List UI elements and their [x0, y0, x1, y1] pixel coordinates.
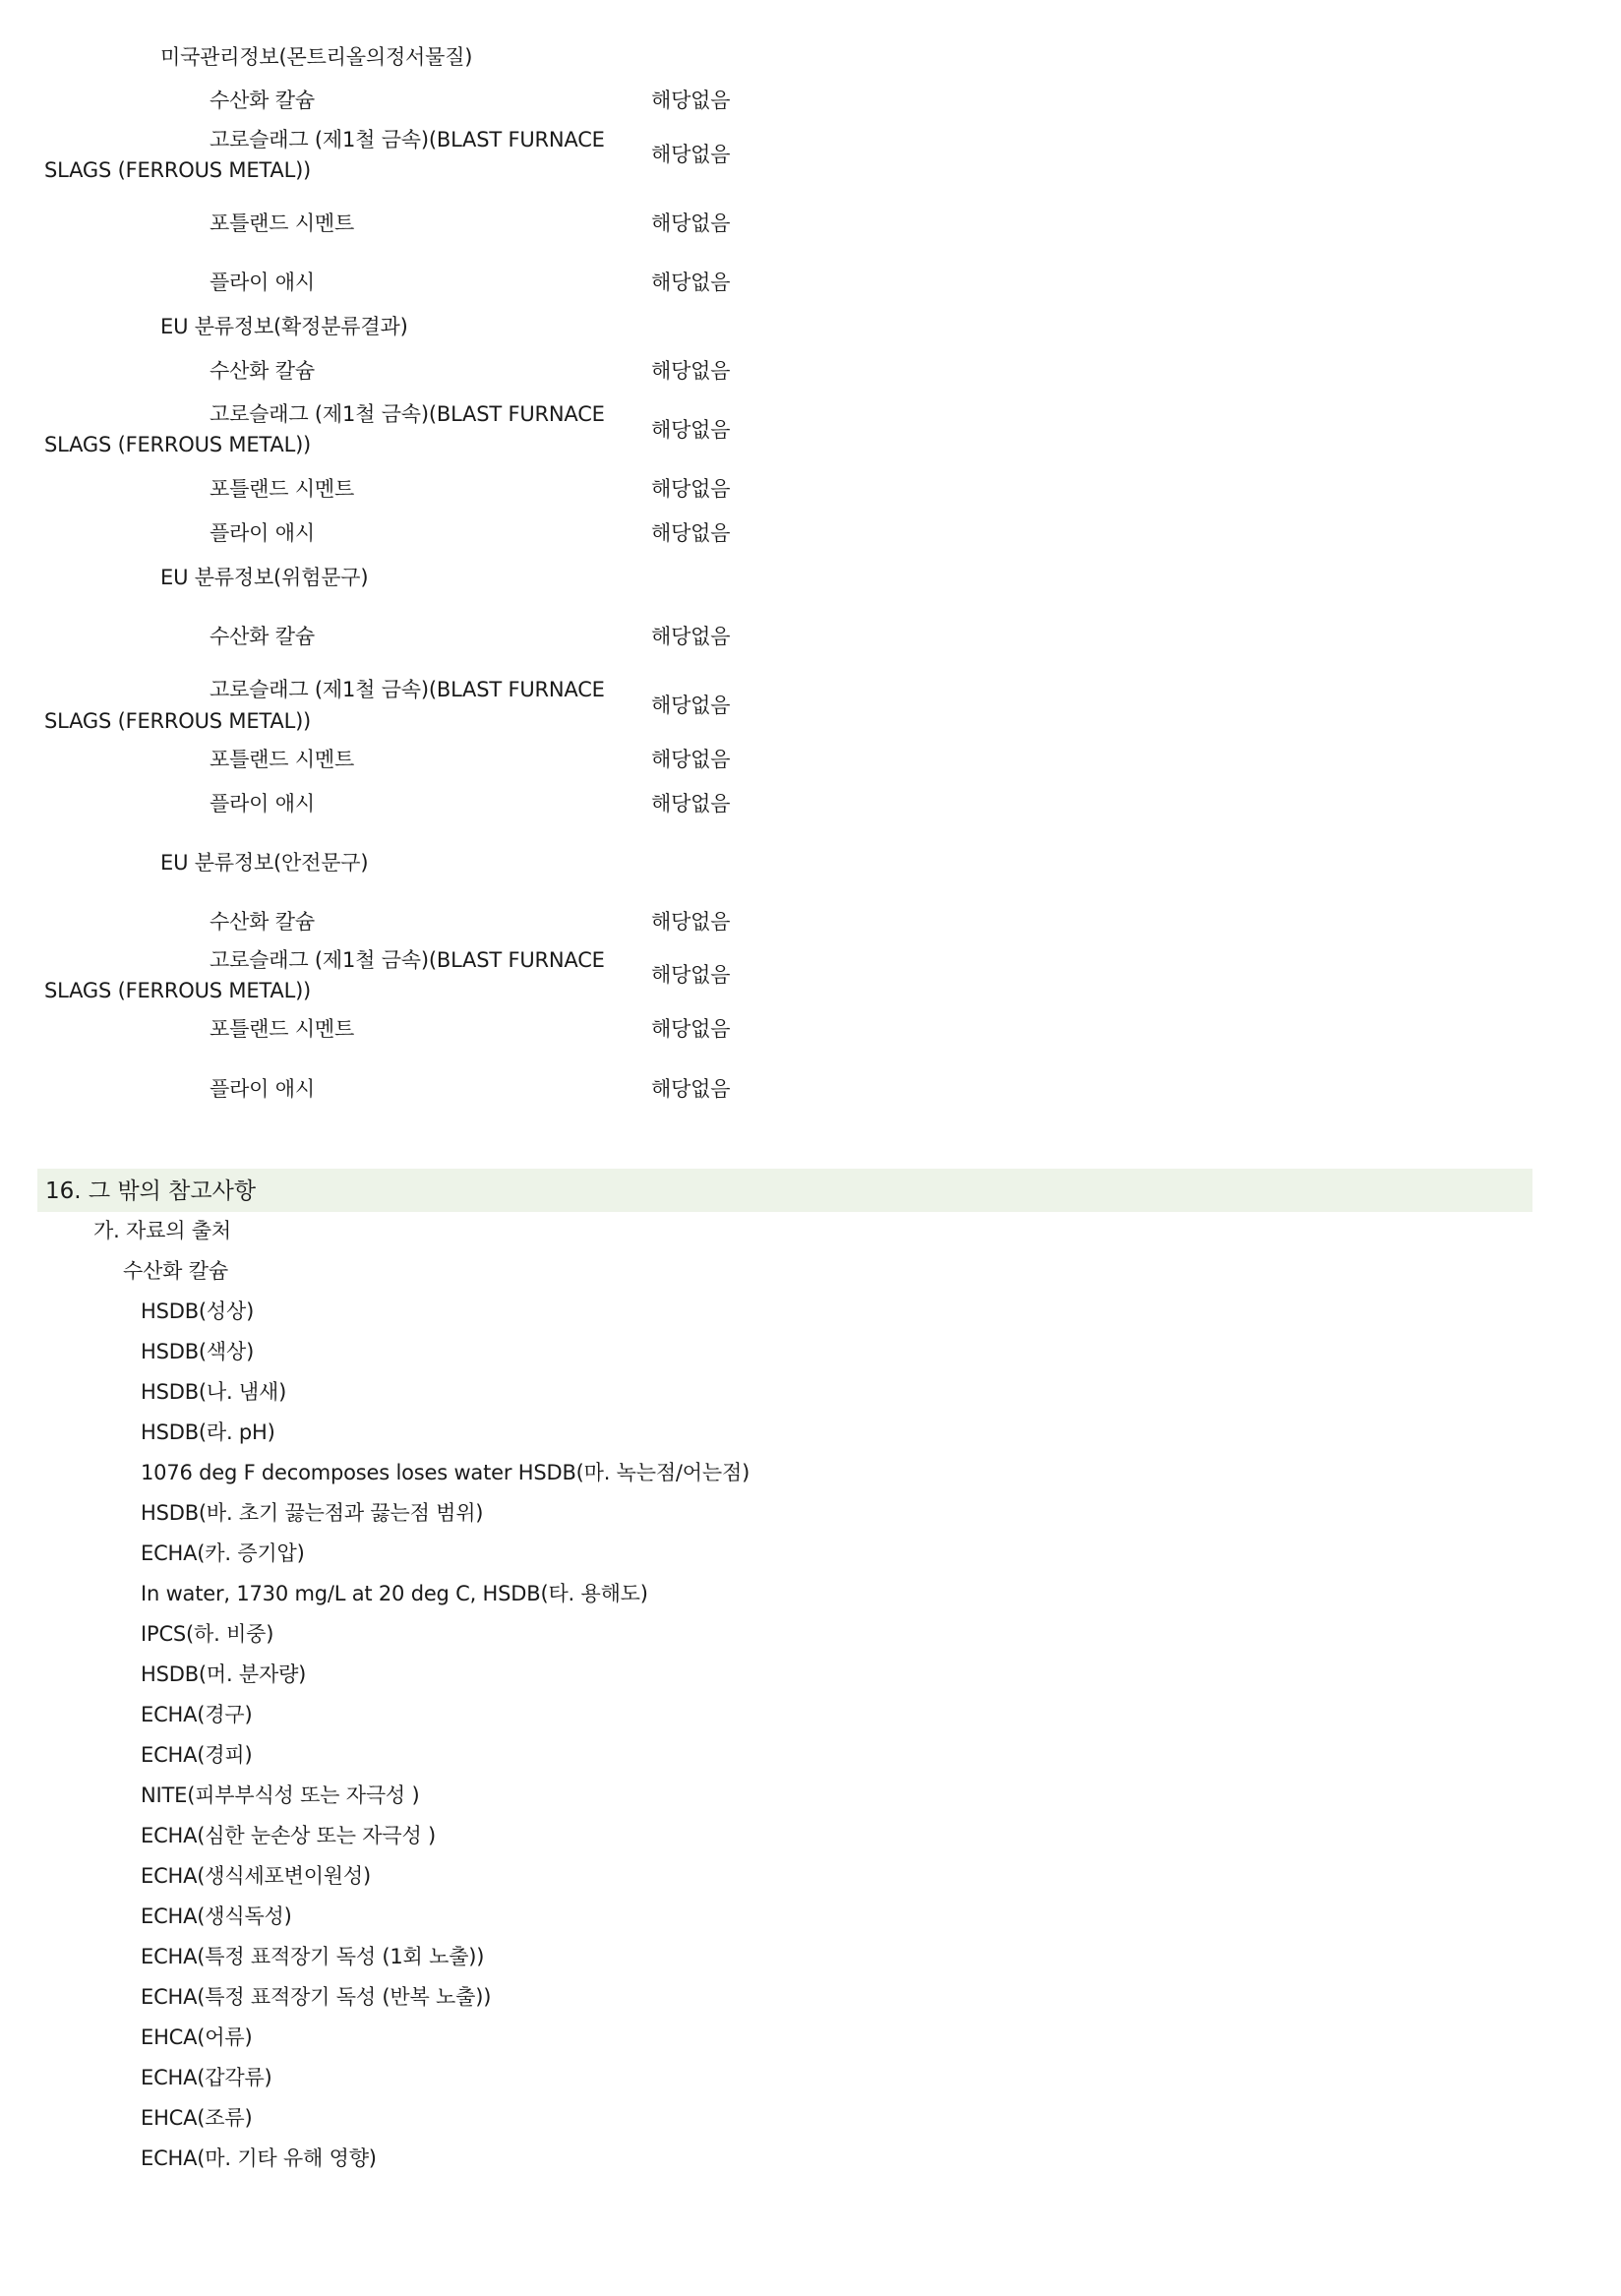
eu-risk-phrases-heading: EU 분류정보(위험문구) — [160, 566, 369, 589]
eu-risk-phrases-row-value: 해당없음 — [651, 792, 731, 816]
source-item: HSDB(색상) — [141, 1340, 255, 1363]
source-item: EHCA(조류) — [141, 2106, 253, 2130]
source-item: NITE(피부부식성 또는 자극성 ) — [141, 1783, 420, 1807]
source-item: ECHA(카. 증기압) — [141, 1541, 305, 1565]
source-item: EHCA(어류) — [141, 2025, 253, 2049]
source-item: HSDB(성상) — [141, 1299, 255, 1323]
source-item: ECHA(생식독성) — [141, 1904, 292, 1928]
eu-risk-phrases-row-name-line1: 고로슬래그 (제1철 금속)(BLAST FURNACE — [210, 678, 605, 701]
subsection-title: 가. 자료의 출처 — [93, 1219, 231, 1242]
eu-safety-phrases-row-name: 플라이 애시 — [210, 1077, 315, 1101]
eu-safety-phrases-row-value: 해당없음 — [651, 1017, 731, 1041]
source-item: HSDB(머. 분자량) — [141, 1662, 307, 1686]
eu-safety-phrases-row-name-line1: 고로슬래그 (제1철 금속)(BLAST FURNACE — [210, 948, 605, 972]
source-item: In water, 1730 mg/L at 20 deg C, HSDB(타. 용해도) — [141, 1582, 648, 1605]
substance-name: 수산화 칼슘 — [123, 1259, 228, 1283]
eu-classification-heading: EU 분류정보(확정분류결과) — [160, 315, 408, 338]
eu-risk-phrases-row-name: 플라이 애시 — [210, 792, 315, 816]
eu-safety-phrases-row-value: 해당없음 — [651, 1077, 731, 1101]
source-item: HSDB(라. pH) — [141, 1420, 275, 1444]
eu-safety-phrases-row-name-line2: SLAGS (FERROUS METAL)) — [44, 979, 312, 1002]
us-montreal-row-name-line1: 고로슬래그 (제1철 금속)(BLAST FURNACE — [210, 128, 605, 151]
eu-classification-row-name: 포틀랜드 시멘트 — [210, 477, 355, 501]
us-montreal-heading: 미국관리정보(몬트리올의정서물질) — [160, 45, 473, 69]
us-montreal-row-value: 해당없음 — [651, 211, 731, 235]
source-item: ECHA(경구) — [141, 1703, 253, 1726]
source-item: IPCS(하. 비중) — [141, 1622, 274, 1646]
eu-safety-phrases-row-value: 해당없음 — [651, 963, 731, 987]
section-16-title: 16. 그 밖의 참고사항 — [45, 1178, 257, 1204]
eu-safety-phrases-row-value: 해당없음 — [651, 910, 731, 934]
source-item: ECHA(갑각류) — [141, 2066, 272, 2089]
source-item: HSDB(나. 냄새) — [141, 1380, 287, 1404]
section-16-header-bar — [37, 1169, 1532, 1212]
eu-risk-phrases-row-value: 해당없음 — [651, 625, 731, 648]
eu-classification-row-name: 플라이 애시 — [210, 521, 315, 545]
eu-classification-row-value: 해당없음 — [651, 477, 731, 501]
eu-classification-row-name-line2: SLAGS (FERROUS METAL)) — [44, 433, 312, 456]
eu-classification-row-value: 해당없음 — [651, 521, 731, 545]
source-item: 1076 deg F decomposes loses water HSDB(마. 녹는점/어는점) — [141, 1461, 750, 1484]
eu-safety-phrases-heading: EU 분류정보(안전문구) — [160, 851, 369, 875]
eu-classification-row-value: 해당없음 — [651, 359, 731, 383]
us-montreal-row-name: 플라이 애시 — [210, 271, 315, 294]
source-item: ECHA(경피) — [141, 1743, 253, 1767]
eu-risk-phrases-row-name: 포틀랜드 시멘트 — [210, 748, 355, 771]
us-montreal-row-value: 해당없음 — [651, 143, 731, 166]
source-item: HSDB(바. 초기 끓는점과 끓는점 범위) — [141, 1501, 484, 1525]
source-item: ECHA(마. 기타 유해 영향) — [141, 2146, 377, 2170]
source-item: ECHA(심한 눈손상 또는 자극성 ) — [141, 1824, 437, 1847]
source-item: ECHA(특정 표적장기 독성 (반복 노출)) — [141, 1985, 492, 2009]
eu-classification-row-name-line1: 고로슬래그 (제1철 금속)(BLAST FURNACE — [210, 402, 605, 426]
us-montreal-row-name-line2: SLAGS (FERROUS METAL)) — [44, 158, 312, 182]
eu-safety-phrases-row-name: 수산화 칼슘 — [210, 910, 315, 934]
eu-classification-row-name: 수산화 칼슘 — [210, 359, 315, 383]
eu-classification-row-value: 해당없음 — [651, 418, 731, 442]
eu-safety-phrases-row-name: 포틀랜드 시멘트 — [210, 1017, 355, 1041]
us-montreal-row-name: 포틀랜드 시멘트 — [210, 211, 355, 235]
source-item: ECHA(특정 표적장기 독성 (1회 노출)) — [141, 1945, 485, 1968]
us-montreal-row-value: 해당없음 — [651, 271, 731, 294]
us-montreal-row-name: 수산화 칼슘 — [210, 89, 315, 112]
source-item: ECHA(생식세포변이원성) — [141, 1864, 371, 1888]
eu-risk-phrases-row-name: 수산화 칼슘 — [210, 625, 315, 648]
eu-risk-phrases-row-name-line2: SLAGS (FERROUS METAL)) — [44, 709, 312, 733]
eu-risk-phrases-row-value: 해당없음 — [651, 694, 731, 717]
us-montreal-row-value: 해당없음 — [651, 89, 731, 112]
eu-risk-phrases-row-value: 해당없음 — [651, 748, 731, 771]
